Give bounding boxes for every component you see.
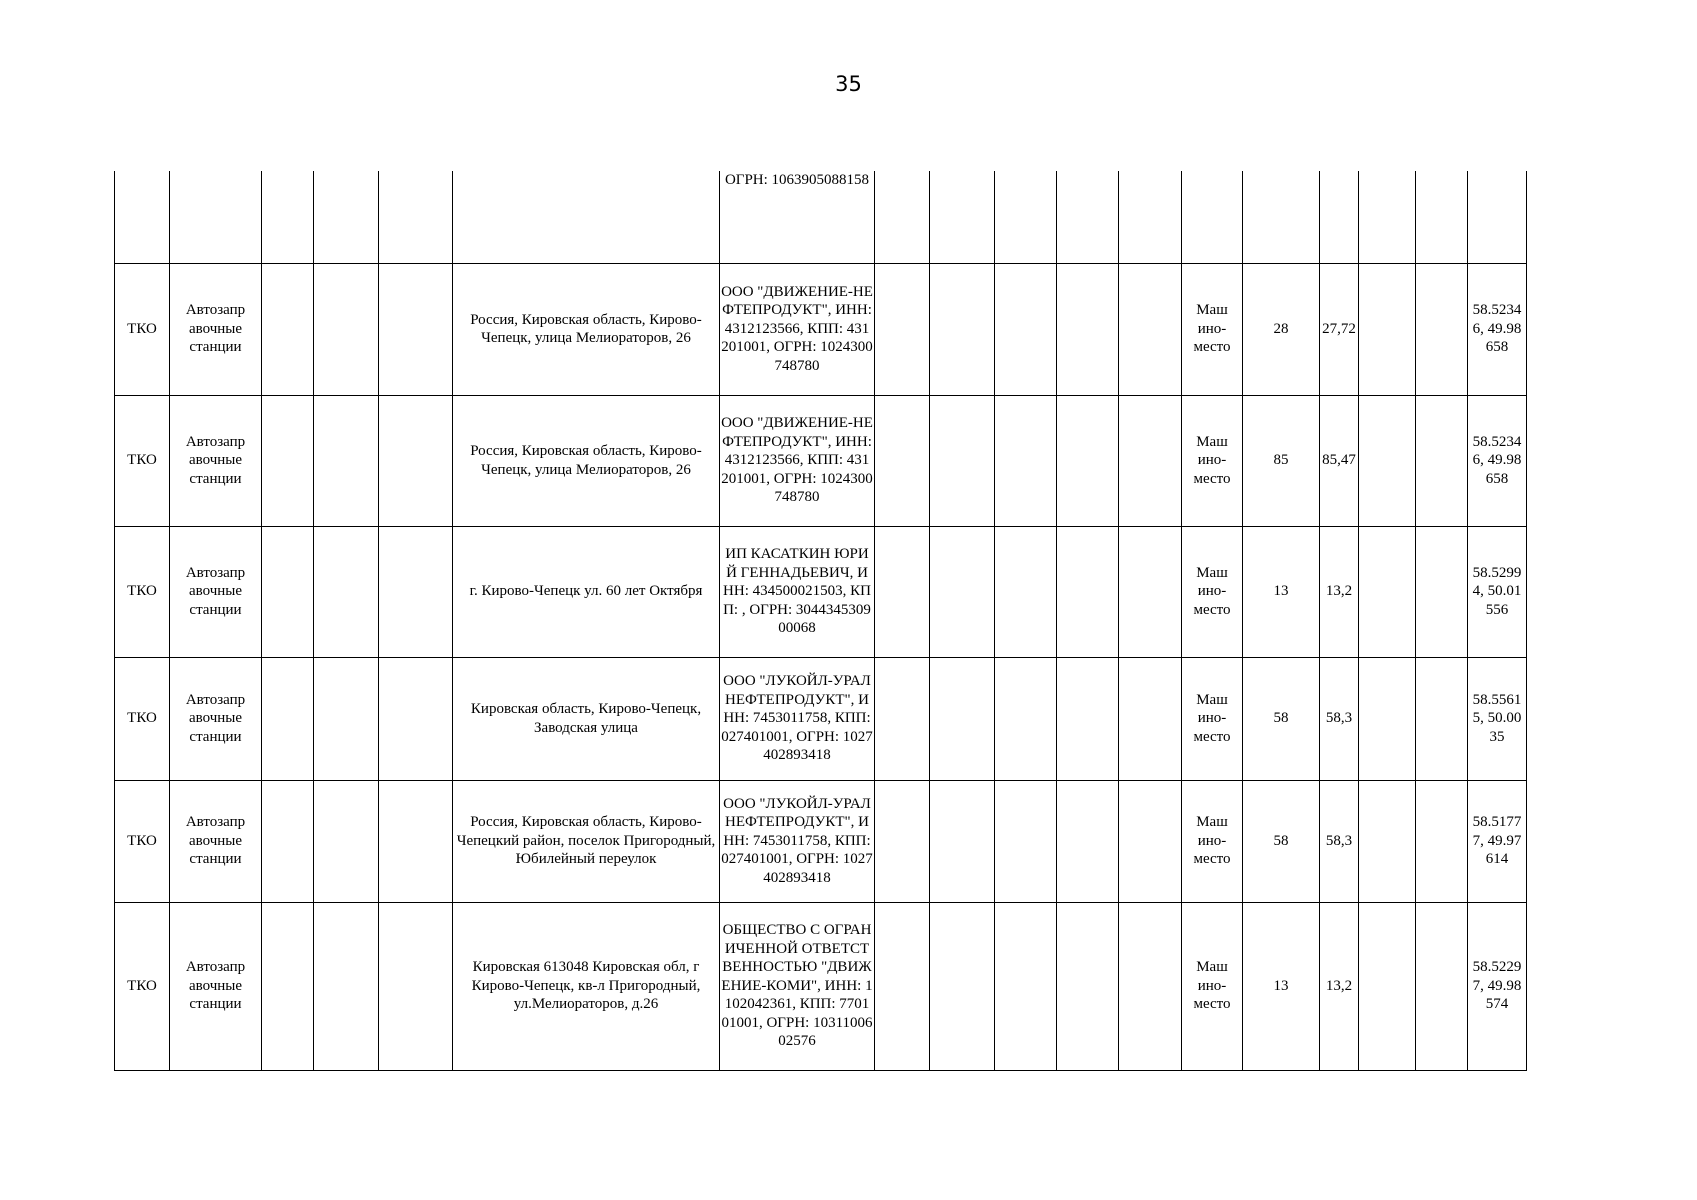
cell-quantity: 85: [1243, 395, 1320, 526]
cell-coordinates: 58.52346, 49.98658: [1468, 263, 1527, 395]
cell-empty: [379, 171, 453, 263]
cell-empty: [1119, 902, 1182, 1070]
cell-empty: [875, 395, 930, 526]
cell-empty: [1057, 780, 1119, 902]
cell-empty: [930, 780, 995, 902]
cell-empty: [379, 395, 453, 526]
table-row: [115, 395, 1527, 526]
table-row: [115, 657, 1527, 780]
cell-volume: 58,3: [1320, 780, 1359, 902]
cell-empty: [314, 395, 379, 526]
cell-quantity: 13: [1243, 902, 1320, 1070]
cell-unit: Маш ино-место: [1182, 526, 1243, 657]
cell-empty: [1320, 171, 1359, 263]
cell-empty: [1057, 526, 1119, 657]
cell-coordinates: 58.51777, 49.97614: [1468, 780, 1527, 902]
cell-empty: [1119, 526, 1182, 657]
cell-empty: [930, 902, 995, 1070]
cell-empty: [1057, 395, 1119, 526]
cell-empty: [995, 526, 1057, 657]
cell-empty: [875, 657, 930, 780]
registry-table: [114, 171, 1527, 1071]
cell-empty: [930, 171, 995, 263]
table-row: [115, 263, 1527, 395]
cell-empty: [1119, 171, 1182, 263]
cell-empty: [875, 263, 930, 395]
cell-coordinates: 58.55615, 50.0035: [1468, 657, 1527, 780]
cell-unit: Маш ино-место: [1182, 780, 1243, 902]
cell-address: Россия, Кировская область, Кирово-Чепецкий район, поселок Пригородный, Юбилейный переулок: [453, 780, 720, 902]
cell-volume: 85,47: [1320, 395, 1359, 526]
cell-empty: [314, 171, 379, 263]
cell-object-type: Автозапр авочные станции: [170, 902, 262, 1070]
cell-empty: [314, 263, 379, 395]
cell-empty: [379, 263, 453, 395]
cell-object-type: Автозапр авочные станции: [170, 657, 262, 780]
cell-waste-type: ТКО: [115, 395, 170, 526]
cell-empty: [262, 657, 314, 780]
cell-object-type: Автозапр авочные станции: [170, 395, 262, 526]
cell-empty: [1119, 780, 1182, 902]
cell-empty: [1119, 657, 1182, 780]
cell-empty: [379, 526, 453, 657]
cell-empty: [1359, 395, 1416, 526]
cell-empty: [1416, 780, 1468, 902]
cell-volume: 58,3: [1320, 657, 1359, 780]
cell-unit: Маш ино-место: [1182, 395, 1243, 526]
cell-empty: [262, 780, 314, 902]
cell-empty: [1057, 171, 1119, 263]
cell-empty: [262, 526, 314, 657]
cell-coordinates: 58.52346, 49.98658: [1468, 395, 1527, 526]
cell-empty: [930, 526, 995, 657]
cell-empty: [875, 171, 930, 263]
cell-empty: [995, 780, 1057, 902]
cell-empty: [379, 780, 453, 902]
cell-waste-type: ТКО: [115, 780, 170, 902]
cell-organization: ООО "ЛУКОЙЛ-УРАЛНЕФТЕПРОДУКТ", ИНН: 7453011758, КПП: 027401001, ОГРН: 1027402893418: [720, 657, 875, 780]
cell-empty: [1359, 657, 1416, 780]
cell-empty: [1359, 902, 1416, 1070]
cell-empty: [1057, 657, 1119, 780]
cell-waste-type: ТКО: [115, 263, 170, 395]
cell-waste-type: ТКО: [115, 657, 170, 780]
cell-empty: [1416, 902, 1468, 1070]
cell-empty: [379, 657, 453, 780]
cell-empty: [995, 171, 1057, 263]
cell-empty: [453, 171, 720, 263]
cell-empty: [379, 902, 453, 1070]
cell-empty: [995, 902, 1057, 1070]
cell-coordinates: 58.52994, 50.01556: [1468, 526, 1527, 657]
cell-empty: [930, 657, 995, 780]
cell-unit: Маш ино-место: [1182, 657, 1243, 780]
cell-empty: [995, 263, 1057, 395]
cell-unit: Маш ино-место: [1182, 263, 1243, 395]
cell-empty: [1359, 171, 1416, 263]
cell-empty: [1468, 171, 1527, 263]
cell-organization: ООО "ДВИЖЕНИЕ-НЕФТЕПРОДУКТ", ИНН: 4312123566, КПП: 431201001, ОГРН: 1024300748780: [720, 395, 875, 526]
cell-coordinates: 58.52297, 49.98574: [1468, 902, 1527, 1070]
cell-empty: [1057, 902, 1119, 1070]
cell-empty: [1416, 657, 1468, 780]
cell-empty: [1119, 263, 1182, 395]
table-row: [115, 902, 1527, 1070]
cell-waste-type: ТКО: [115, 526, 170, 657]
cell-volume: 13,2: [1320, 902, 1359, 1070]
cell-object-type: Автозапр авочные станции: [170, 263, 262, 395]
cell-volume: 13,2: [1320, 526, 1359, 657]
cell-organization: ООО "ЛУКОЙЛ-УРАЛНЕФТЕПРОДУКТ", ИНН: 7453011758, КПП: 027401001, ОГРН: 1027402893418: [720, 780, 875, 902]
cell-empty: [262, 171, 314, 263]
cell-address: Кировская область, Кирово-Чепецк, Заводская улица: [453, 657, 720, 780]
cell-empty: [995, 657, 1057, 780]
cell-empty: [1416, 263, 1468, 395]
cell-empty: [1416, 395, 1468, 526]
cell-address: Россия, Кировская область, Кирово-Чепецк, улица Мелиораторов, 26: [453, 395, 720, 526]
cell-unit: Маш ино-место: [1182, 902, 1243, 1070]
cell-empty: [314, 780, 379, 902]
cell-empty: [995, 395, 1057, 526]
cell-empty: [1182, 171, 1243, 263]
cell-empty: [115, 171, 170, 263]
cell-empty: [875, 902, 930, 1070]
cell-empty: [314, 526, 379, 657]
cell-organization: ОГРН: 1063905088158: [720, 171, 875, 263]
cell-empty: [1243, 171, 1320, 263]
cell-empty: [314, 657, 379, 780]
cell-empty: [262, 395, 314, 526]
cell-organization: ОБЩЕСТВО С ОГРАНИЧЕННОЙ ОТВЕТСТВЕННОСТЬЮ "ДВИЖЕНИЕ-КОМИ", ИНН: 1102042361, КПП: 770101001, ОГРН: 1031100602576: [720, 902, 875, 1070]
cell-volume: 27,72: [1320, 263, 1359, 395]
cell-address: Кировская 613048 Кировская обл, г Кирово-Чепецк, кв-л Пригородный, ул.Мелиораторов, д.26: [453, 902, 720, 1070]
cell-address: Россия, Кировская область, Кирово-Чепецк, улица Мелиораторов, 26: [453, 263, 720, 395]
cell-empty: [875, 780, 930, 902]
cell-empty: [875, 526, 930, 657]
cell-empty: [170, 171, 262, 263]
cell-quantity: 13: [1243, 526, 1320, 657]
table-row: [115, 780, 1527, 902]
cell-object-type: Автозапр авочные станции: [170, 780, 262, 902]
cell-empty: [930, 263, 995, 395]
cell-empty: [1359, 780, 1416, 902]
cell-waste-type: ТКО: [115, 902, 170, 1070]
cell-empty: [1359, 526, 1416, 657]
cell-organization: ООО "ДВИЖЕНИЕ-НЕФТЕПРОДУКТ", ИНН: 4312123566, КПП: 431201001, ОГРН: 1024300748780: [720, 263, 875, 395]
cell-empty: [262, 902, 314, 1070]
page-number: 35: [835, 72, 862, 96]
cell-address: г. Кирово-Чепецк ул. 60 лет Октября: [453, 526, 720, 657]
cell-empty: [1119, 395, 1182, 526]
cell-quantity: 58: [1243, 657, 1320, 780]
cell-empty: [1057, 263, 1119, 395]
cell-empty: [1359, 263, 1416, 395]
cell-empty: [1416, 171, 1468, 263]
cell-empty: [930, 395, 995, 526]
cell-object-type: Автозапр авочные станции: [170, 526, 262, 657]
cell-empty: [314, 902, 379, 1070]
cell-quantity: 58: [1243, 780, 1320, 902]
cell-quantity: 28: [1243, 263, 1320, 395]
table-row-continuation: [115, 171, 1527, 263]
cell-organization: ИП КАСАТКИН ЮРИЙ ГЕННАДЬЕВИЧ, ИНН: 434500021503, КПП: , ОГРН: 304434530900068: [720, 526, 875, 657]
table-row: [115, 526, 1527, 657]
cell-empty: [1416, 526, 1468, 657]
cell-empty: [262, 263, 314, 395]
